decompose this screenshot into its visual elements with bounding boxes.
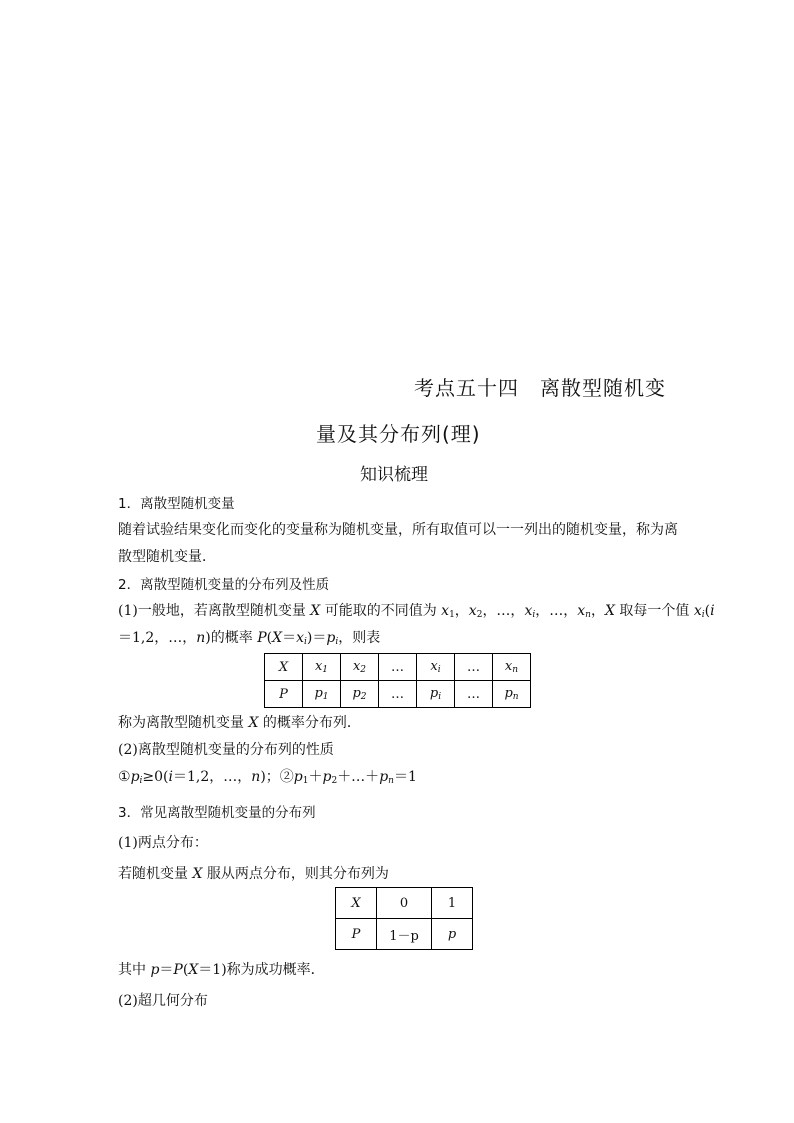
table-row [336, 888, 473, 919]
definition-line2: ＝1,2，…，n)的概率 $P(X=x_i)=p_i$，则表 [118, 630, 381, 647]
table-cell: $x_i$ [417, 654, 455, 681]
page-title-line1: 考点五十四 离散型随机变 [414, 376, 666, 400]
table-cell: $p_2$ [341, 681, 379, 708]
table-cell: … [379, 654, 417, 681]
table-cell: … [455, 654, 493, 681]
table-cell: 1－p [377, 919, 432, 950]
table-cell: … [379, 681, 417, 708]
table-cell: … [455, 681, 493, 708]
two-point-line: 若随机变量 X 服从两点分布，则其分布列为 [118, 866, 389, 882]
properties-heading: (2)离散型随机变量的分布列的性质 [118, 742, 334, 758]
two-point-table [335, 887, 473, 950]
page-title-line2: 量及其分布列(理) [316, 422, 481, 446]
table-row [336, 919, 473, 950]
table-cell: $x_2$ [341, 654, 379, 681]
table-cell: p [432, 919, 473, 950]
table-cell: $x_1$ [303, 654, 341, 681]
section-1-paragraph-line1: 随着试验结果变化而变化的变量称为随机变量，所有取值可以一一列出的随机变量，称为离 [118, 522, 678, 538]
section-2-heading: 2．离散型随机变量的分布列及性质 [118, 577, 330, 593]
table-row [265, 654, 531, 681]
table-cell: P [336, 919, 377, 950]
section-1-paragraph-line2: 散型随机变量． [118, 549, 216, 565]
table-cell: $x_n$ [493, 654, 531, 681]
definition-line1: (1)一般地，若离散型随机变量 X 可能取的不同值为 $x_1$，$x_2$，…，$x_i$，…，$x_n$，X 取每一个值 $x_i(i$ [118, 603, 715, 620]
table-cell: P [265, 681, 303, 708]
success-probability-note: 其中 p＝P(X＝1)称为成功概率． [118, 962, 325, 978]
table-cell: X [336, 888, 377, 919]
table-cell: X [265, 654, 303, 681]
table-row [265, 681, 531, 708]
section-3-heading: 3．常见离散型随机变量的分布列 [118, 805, 316, 821]
two-point-heading: (1)两点分布： [118, 835, 208, 851]
table-cell: $p_i$ [417, 681, 455, 708]
properties-formula: $①p_i\ge 0(i=1,2$，…，n)；$②p_1+p_2+\dots+p_n=1$ [118, 769, 417, 786]
table-cell: 0 [377, 888, 432, 919]
hypergeometric-heading: (2)超几何分布 [118, 993, 208, 1009]
table-cell: 1 [432, 888, 473, 919]
section-subtitle: 知识梳理 [360, 465, 428, 485]
table-cell: $p_1$ [303, 681, 341, 708]
table-caption: 称为离散型随机变量 X 的概率分布列． [118, 715, 361, 731]
distribution-table [264, 653, 531, 708]
table-cell: $p_n$ [493, 681, 531, 708]
section-1-heading: 1．离散型随机变量 [118, 496, 235, 512]
